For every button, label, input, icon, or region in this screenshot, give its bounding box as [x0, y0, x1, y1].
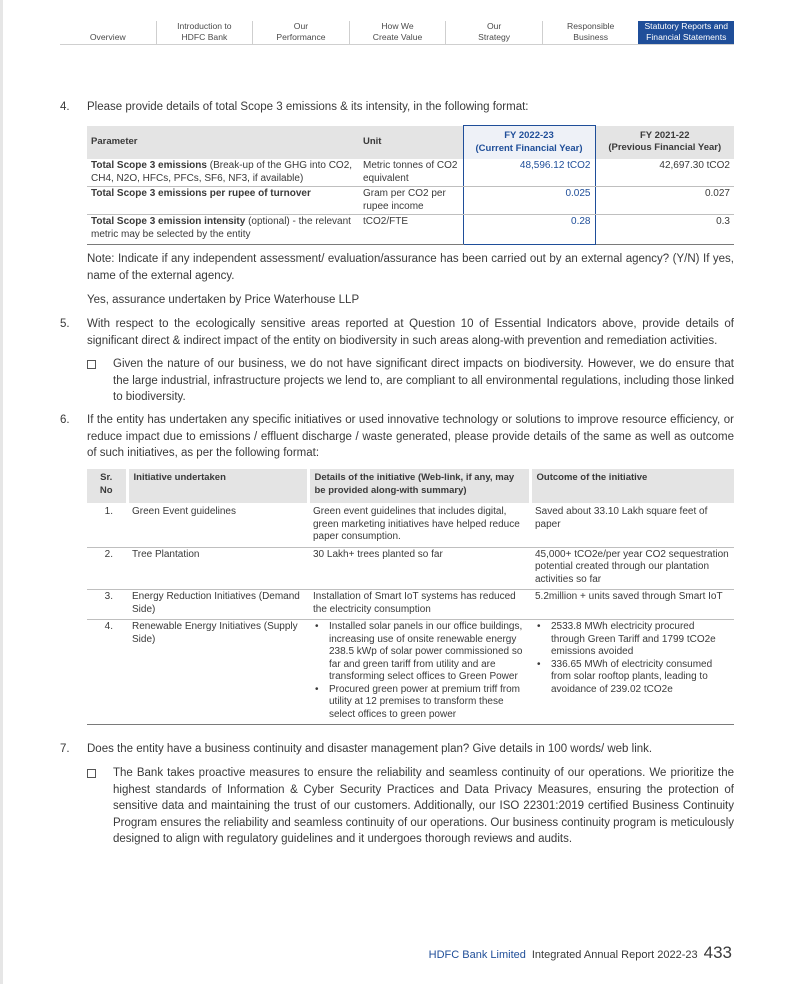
unit-cell: tCO2/FTE — [359, 215, 463, 245]
section-nav — [60, 21, 734, 45]
current-value: 0.28 — [463, 215, 595, 245]
outcome-cell — [530, 620, 734, 725]
sr-cell: 3. — [87, 590, 127, 620]
table-row — [87, 547, 734, 590]
nav-strategy[interactable]: Our Strategy — [445, 21, 542, 44]
table-row — [87, 590, 734, 620]
initiative-cell: Tree Plantation — [127, 547, 308, 590]
table-row — [87, 620, 734, 725]
nav-introduction[interactable]: Introduction to HDFC Bank — [156, 21, 253, 44]
assessment-note: Note: Indicate if any independent assessment/ evaluation/assurance has been carried out by an external agency? (Y/N) If yes, name of the external agency. — [87, 253, 734, 282]
col-previous-fy: FY 2021-22 (Previous Financial Year) — [595, 126, 734, 160]
sr-cell: 2. — [87, 547, 127, 590]
table-row — [87, 503, 734, 547]
unit-cell: Gram per CO2 per rupee income — [359, 187, 463, 215]
table-row — [87, 215, 734, 245]
table-row — [87, 187, 734, 215]
col-initiative: Initiative undertaken — [127, 469, 308, 503]
question-6: 6. If the entity has undertaken any specific initiatives or used innovative technology or solutions to improve resource efficiency, or reduce impact due to emissions / effluent discharge / waste generated, please provide details of the same as well as outcome of such initiatives, as per the following format: — [60, 414, 734, 459]
previous-value: 42,697.30 tCO2 — [595, 159, 734, 187]
nav-statutory-reports[interactable]: Statutory Reports and Financial Statements — [638, 21, 734, 44]
param-cell: Total Scope 3 emissions (Break-up of the GHG into CO2, CH4, N2O, HFCs, PFCs, SF6, NF3, if available) — [87, 159, 359, 187]
question-4: 4. Please provide details of total Scope 3 emissions & its intensity, in the following format: — [60, 101, 529, 113]
page-edge-rule — [0, 0, 3, 984]
footer-brand: HDFC Bank Limited — [428, 949, 526, 961]
param-cell: Total Scope 3 emissions per rupee of turnover — [87, 187, 359, 215]
current-value: 0.025 — [463, 187, 595, 215]
initiative-cell: Energy Reduction Initiatives (Demand Side) — [127, 590, 308, 620]
list-item: • 2533.8 MWh electricity procured through Green Tariff and 1799 tCO2e emissions avoided — [535, 621, 729, 659]
details-cell — [308, 620, 530, 725]
scope3-table — [87, 125, 734, 245]
list-item: • Procured green power at premium triff from utility at 12 premises to transform these select offices to green power — [313, 684, 525, 722]
sr-cell: 1. — [87, 503, 127, 547]
previous-value: 0.027 — [595, 187, 734, 215]
outcome-cell: 5.2million + units saved through Smart IoT — [530, 590, 734, 620]
details-cell: 30 Lakh+ trees planted so far — [308, 547, 530, 590]
page-number: 433 — [703, 943, 732, 962]
footer-report-title: Integrated Annual Report 2022-23 — [531, 949, 698, 961]
nav-overview[interactable]: Overview — [89, 31, 126, 42]
col-unit: Unit — [359, 126, 463, 160]
q5-answer: Given the nature of our business, we do not have significant direct impacts on biodiversity. However, we do ensure that the large industrial, infrastructure projects we lend to, are compliant to all environmental regulations, including those linked to biodiversity. — [87, 356, 734, 406]
initiative-cell: Green Event guidelines — [127, 503, 308, 547]
previous-value: 0.3 — [595, 215, 734, 245]
col-details: Details of the initiative (Web-link, if any, may be provided along-with summary) — [308, 469, 530, 503]
col-parameter: Parameter — [87, 126, 359, 160]
current-value: 48,596.12 tCO2 — [463, 159, 595, 187]
col-current-fy: FY 2022-23 (Current Financial Year) — [463, 126, 595, 160]
table-row — [87, 159, 734, 187]
square-bullet-icon — [87, 360, 96, 369]
list-item: • 336.65 MWh of electricity consumed from solar rooftop plants, leading to avoidance of 239.02 tCO2e — [535, 659, 729, 697]
page-footer — [429, 943, 732, 963]
unit-cell: Metric tonnes of CO2 equivalent — [359, 159, 463, 187]
nav-performance[interactable]: Our Performance — [252, 21, 349, 44]
question-5: 5. With respect to the ecologically sensitive areas reported at Question 10 of Essential Indicators above, provide details of significant direct & indirect impact of the entity on biodiversity in such areas along-with prevention and remediation activities. — [60, 318, 734, 347]
param-cell: Total Scope 3 emission intensity (optional) - the relevant metric may be selected by the entity — [87, 215, 359, 245]
question-7: 7. Does the entity have a business continuity and disaster management plan? Give details in 100 words/ web link. — [60, 743, 653, 755]
list-item: • Installed solar panels in our office buildings, increasing use of onsite renewable energy 238.5 kWp of solar power commissioned so far and green tariff from utility and are transforming select offices to Green Power — [313, 621, 525, 684]
outcome-cell: 45,000+ tCO2e/per year CO2 sequestration potential created through our plantation activities so far — [530, 547, 734, 590]
initiatives-table — [87, 469, 734, 725]
nav-create-value[interactable]: How We Create Value — [349, 21, 446, 44]
nav-responsible-business[interactable]: Responsible Business — [542, 21, 639, 44]
initiative-cell: Renewable Energy Initiatives (Supply Side) — [127, 620, 308, 725]
details-cell: Installation of Smart IoT systems has reduced the electricity consumption — [308, 590, 530, 620]
q7-answer: The Bank takes proactive measures to ensure the reliability and seamless continuity of our operations. We prioritize the highest standards of Information & Cyber Security Practices and Data Privacy Measures, ensuring the protection of sensitive data and maintaining the trust of our customers. Additionally, our ISO 22301:2019 certified Business Continuity Program ensures the reliability and seamless continuity of our operations. Our business continuity program is meticulously designed to align with regulatory guidelines and it undergoes thorough reviews and audits. — [87, 765, 734, 849]
square-bullet-icon — [87, 769, 96, 778]
col-sr-no: Sr. No — [87, 469, 127, 503]
details-cell: Green event guidelines that includes digital, green marketing initiatives have helped reduce paper consumption. — [308, 503, 530, 547]
sr-cell: 4. — [87, 620, 127, 725]
assurance-statement: Yes, assurance undertaken by Price Waterhouse LLP — [87, 294, 360, 306]
col-outcome: Outcome of the initiative — [530, 469, 734, 503]
outcome-cell: Saved about 33.10 Lakh square feet of paper — [530, 503, 734, 547]
